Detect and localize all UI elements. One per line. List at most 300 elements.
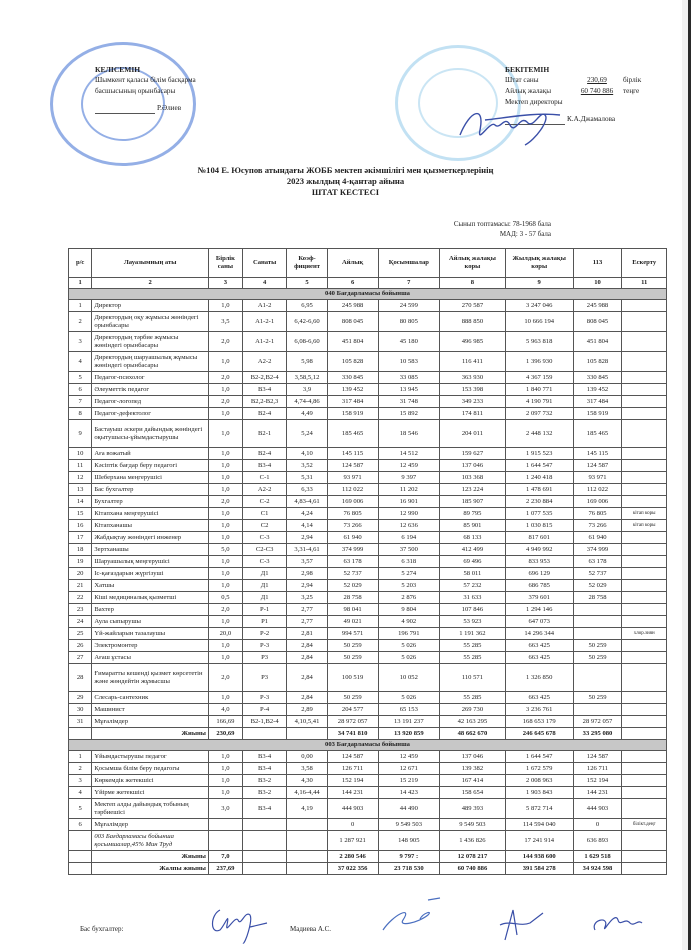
- cell-name: Директордың оқу жұмысы жөніндегі орынбасары: [92, 312, 209, 332]
- cell-annual: 4 190 791: [505, 396, 573, 408]
- cell-c113: 145 115: [573, 448, 622, 460]
- cell-name: Электромонтер: [92, 640, 209, 652]
- cell-n: 5: [69, 372, 92, 384]
- cell-c113: 63 178: [573, 556, 622, 568]
- cell-extra: 5 026: [378, 640, 439, 652]
- empty-cell: [622, 863, 667, 875]
- cell-coef: 2,81: [287, 628, 327, 640]
- cell-units: 1,0: [208, 520, 242, 532]
- cell-c113: 28 758: [573, 592, 622, 604]
- table-row: [69, 692, 667, 704]
- header-cell: р/с: [69, 249, 92, 278]
- empty-cell: [69, 851, 92, 863]
- cell-coef: 2,84: [287, 652, 327, 664]
- cell-extra: 12 459: [378, 460, 439, 472]
- total-label: Жиыны: [92, 728, 209, 740]
- table-row: [69, 312, 667, 332]
- table-row: [69, 472, 667, 484]
- header-cell: Қосымшалар: [378, 249, 439, 278]
- cell-units: 2,0: [208, 496, 242, 508]
- cell-c113: 52 737: [573, 568, 622, 580]
- cell-c113: 76 805: [573, 508, 622, 520]
- cell-extra: 9 397: [378, 472, 439, 484]
- cell-monthly: 107 846: [440, 604, 506, 616]
- cell-c113: [573, 604, 622, 616]
- cell-units: 1,0: [208, 652, 242, 664]
- cell-n: 1: [69, 751, 92, 763]
- total-annual: 246 645 678: [505, 728, 573, 740]
- title-line-3: ШТАТ КЕСТЕСІ: [311, 187, 380, 197]
- column-number: 10: [573, 278, 622, 289]
- cell-cat: Д1: [242, 580, 287, 592]
- cell-salary: 52 029: [327, 580, 378, 592]
- cell-c113: [573, 704, 622, 716]
- cell-extra: 14 423: [378, 787, 439, 799]
- cell-annual: 17 241 914: [505, 831, 573, 851]
- chief-accountant-name: Мадиева А.С.: [290, 925, 332, 933]
- cell-monthly: 496 985: [440, 332, 506, 352]
- cell-note: [622, 408, 667, 420]
- cell-n: 3: [69, 332, 92, 352]
- staff-count-row: [505, 75, 665, 86]
- table-row: [69, 396, 667, 408]
- cell-cat: А1-2-1: [242, 332, 287, 352]
- cell-name: Аула сыпырушы: [92, 616, 209, 628]
- cell-annual: 817 601: [505, 532, 573, 544]
- table-row: [69, 799, 667, 819]
- cell-note: кітап коры: [622, 508, 667, 520]
- monthly-salary-row: [505, 86, 665, 97]
- cell-n: 4: [69, 787, 92, 799]
- table-row: [69, 831, 667, 851]
- document-title: [0, 165, 691, 198]
- cell-coef: [287, 831, 327, 851]
- cell-c113: 73 266: [573, 520, 622, 532]
- cell-note: [622, 396, 667, 408]
- cell-n: 19: [69, 556, 92, 568]
- cell-extra: 18 546: [378, 420, 439, 448]
- cell-annual: 1 644 547: [505, 751, 573, 763]
- table-row: [69, 819, 667, 831]
- total-units: 237,69: [208, 863, 242, 875]
- cell-monthly: 85 901: [440, 520, 506, 532]
- cell-salary: 145 115: [327, 448, 378, 460]
- cell-coef: 6,95: [287, 300, 327, 312]
- cell-cat: В3-4: [242, 384, 287, 396]
- cell-salary: 139 452: [327, 384, 378, 396]
- cell-note: [622, 448, 667, 460]
- cell-annual: 1 240 418: [505, 472, 573, 484]
- total-c113: 34 924 598: [573, 863, 622, 875]
- cell-note: [622, 568, 667, 580]
- cell-extra: 5 026: [378, 652, 439, 664]
- table-row: [69, 384, 667, 396]
- cell-units: 166,69: [208, 716, 242, 728]
- cell-n: 26: [69, 640, 92, 652]
- cell-name: Мектеп алды дайындық тобының тәрбиешісі: [92, 799, 209, 819]
- section-header-row: [69, 740, 667, 751]
- cell-coef: 3,31-4,61: [287, 544, 327, 556]
- cell-units: 0,5: [208, 592, 242, 604]
- cell-coef: 4,83-4,61: [287, 496, 327, 508]
- cell-salary: 49 021: [327, 616, 378, 628]
- cell-c113: 374 999: [573, 544, 622, 556]
- cell-note: [622, 604, 667, 616]
- cell-n: 27: [69, 652, 92, 664]
- cell-n: 29: [69, 692, 92, 704]
- cell-n: 17: [69, 532, 92, 544]
- approved-signatory: К.А.Джамалова: [567, 115, 616, 123]
- cell-monthly: 269 730: [440, 704, 506, 716]
- section-header-row: [69, 289, 667, 300]
- header-cell: 113: [573, 249, 622, 278]
- cell-monthly: 53 923: [440, 616, 506, 628]
- cell-cat: В2,2-В2,3: [242, 396, 287, 408]
- empty-cell: [287, 851, 327, 863]
- cell-extra: 6 318: [378, 556, 439, 568]
- cell-coef: 2,94: [287, 532, 327, 544]
- cell-coef: 2,84: [287, 692, 327, 704]
- header-cell: Лауазымның аты: [92, 249, 209, 278]
- empty-cell: [69, 863, 92, 875]
- class-groups: Сынып топтамасы: 78-1968 бала: [453, 220, 551, 228]
- cell-salary: 0: [327, 819, 378, 831]
- empty-cell: [287, 863, 327, 875]
- staff-schedule-table: [68, 248, 667, 875]
- cell-c113: 124 587: [573, 751, 622, 763]
- cell-n: 4: [69, 352, 92, 372]
- header-cell: Санаты: [242, 249, 287, 278]
- cell-monthly: 58 011: [440, 568, 506, 580]
- table-row: [69, 616, 667, 628]
- cell-annual: 1 644 547: [505, 460, 573, 472]
- column-number: 6: [327, 278, 378, 289]
- table-row: [69, 332, 667, 352]
- table-row: [69, 716, 667, 728]
- cell-coef: 6,08-6,60: [287, 332, 327, 352]
- cell-coef: 3,58: [287, 763, 327, 775]
- table-row: [69, 484, 667, 496]
- cell-name: Әлеуметтік педагог: [92, 384, 209, 396]
- cell-note: [622, 544, 667, 556]
- cell-name: Педагог-психолог: [92, 372, 209, 384]
- cell-extra: 11 202: [378, 484, 439, 496]
- staff-count-label: Штат саны: [505, 76, 539, 84]
- cell-salary: 1 287 921: [327, 831, 378, 851]
- cell-salary: 808 045: [327, 312, 378, 332]
- cell-salary: 994 571: [327, 628, 378, 640]
- table-row: [69, 372, 667, 384]
- cell-coef: 3,52: [287, 460, 327, 472]
- cell-extra: 15 892: [378, 408, 439, 420]
- cell-n: 10: [69, 448, 92, 460]
- cell-units: 1,0: [208, 532, 242, 544]
- total-salary: 34 741 810: [327, 728, 378, 740]
- cell-units: 2,0: [208, 396, 242, 408]
- cell-annual: 10 666 194: [505, 312, 573, 332]
- cell-annual: 2 230 884: [505, 496, 573, 508]
- empty-cell: [242, 863, 287, 875]
- cell-coef: 4,10: [287, 448, 327, 460]
- cell-n: 11: [69, 460, 92, 472]
- cell-name: Ұйымдастырушы педагог: [92, 751, 209, 763]
- cell-units: 1,0: [208, 640, 242, 652]
- cell-note: [622, 556, 667, 568]
- cell-salary: 76 805: [327, 508, 378, 520]
- cell-coef: 4,24: [287, 508, 327, 520]
- cell-annual: 1 672 579: [505, 763, 573, 775]
- cell-note: кітап коры: [622, 520, 667, 532]
- cell-note: [622, 420, 667, 448]
- cell-cat: Р-3: [242, 640, 287, 652]
- cell-monthly: 103 368: [440, 472, 506, 484]
- cell-units: [208, 819, 242, 831]
- cell-annual: 1 840 771: [505, 384, 573, 396]
- cell-c113: 112 022: [573, 484, 622, 496]
- cell-extra: 37 500: [378, 544, 439, 556]
- cell-note: [622, 799, 667, 819]
- cell-monthly: 55 285: [440, 640, 506, 652]
- class-info: [454, 219, 551, 239]
- cell-salary: 330 845: [327, 372, 378, 384]
- cell-c113: 636 893: [573, 831, 622, 851]
- cell-monthly: 137 046: [440, 751, 506, 763]
- cell-note: [622, 460, 667, 472]
- cell-salary: 93 971: [327, 472, 378, 484]
- cell-annual: 4 367 159: [505, 372, 573, 384]
- cell-salary: 28 972 057: [327, 716, 378, 728]
- cell-coef: 0,00: [287, 751, 327, 763]
- cell-coef: 2,77: [287, 616, 327, 628]
- cell-extra: 13 191 237: [378, 716, 439, 728]
- cell-name: Вахтер: [92, 604, 209, 616]
- cell-salary: 100 519: [327, 664, 378, 692]
- cell-note: [622, 352, 667, 372]
- grand-total-row: [69, 863, 667, 875]
- cell-n: 13: [69, 484, 92, 496]
- cell-salary: 28 758: [327, 592, 378, 604]
- empty-cell: [622, 728, 667, 740]
- column-number: 5: [287, 278, 327, 289]
- cell-monthly: 167 414: [440, 775, 506, 787]
- cell-name: Бухгалтер: [92, 496, 209, 508]
- cell-extra: 15 219: [378, 775, 439, 787]
- cell-salary: 245 988: [327, 300, 378, 312]
- cell-c113: [573, 628, 622, 640]
- total-monthly: 48 662 670: [440, 728, 506, 740]
- table-row: [69, 592, 667, 604]
- cell-c113: 105 828: [573, 352, 622, 372]
- cell-coef: 3,57: [287, 556, 327, 568]
- cell-note: [622, 787, 667, 799]
- cell-annual: 114 594 040: [505, 819, 573, 831]
- cell-cat: Р3: [242, 652, 287, 664]
- cell-coef: 3,58,5,12: [287, 372, 327, 384]
- cell-cat: С-1: [242, 472, 287, 484]
- cell-annual: 2 448 132: [505, 420, 573, 448]
- cell-n: 2: [69, 312, 92, 332]
- cell-units: 1,0: [208, 448, 242, 460]
- cell-salary: 73 266: [327, 520, 378, 532]
- cell-units: 1,0: [208, 384, 242, 396]
- column-number: 2: [92, 278, 209, 289]
- cell-units: 1,0: [208, 692, 242, 704]
- cell-annual: 1 030 815: [505, 520, 573, 532]
- cell-n: 7: [69, 396, 92, 408]
- cell-name: Кітапханашы: [92, 520, 209, 532]
- cell-n: 6: [69, 384, 92, 396]
- total-units: 7,0: [208, 851, 242, 863]
- cell-annual: 686 785: [505, 580, 573, 592]
- cell-salary: 124 587: [327, 751, 378, 763]
- agreed-line-1: Шымкент қаласы білім басқарма: [95, 76, 196, 84]
- table-row: [69, 300, 667, 312]
- cell-n: 20: [69, 568, 92, 580]
- cell-units: 1,0: [208, 568, 242, 580]
- cell-coef: 4,10,5,41: [287, 716, 327, 728]
- cell-units: 2,0: [208, 372, 242, 384]
- cell-name: Үйірме жетекшісі: [92, 787, 209, 799]
- cell-coef: 2,84: [287, 664, 327, 692]
- staff-count-unit: бірлік: [623, 76, 642, 84]
- cell-n: 2: [69, 763, 92, 775]
- table-row: [69, 751, 667, 763]
- agreed-heading: КЕЛІСЕМІН: [95, 65, 141, 74]
- cell-note: [622, 312, 667, 332]
- cell-units: 1,0: [208, 420, 242, 448]
- cell-monthly: 68 133: [440, 532, 506, 544]
- cell-units: [208, 831, 242, 851]
- total-salary: 2 280 546: [327, 851, 378, 863]
- cell-cat: Д1: [242, 568, 287, 580]
- cell-extra: 80 805: [378, 312, 439, 332]
- member-signature-1-icon: [378, 895, 448, 940]
- cell-extra: 44 490: [378, 799, 439, 819]
- cell-units: 2,0: [208, 664, 242, 692]
- cell-monthly: 116 411: [440, 352, 506, 372]
- table-row: [69, 532, 667, 544]
- cell-extra: 9 549 503: [378, 819, 439, 831]
- cell-note: [622, 763, 667, 775]
- cell-cat: В3-4: [242, 763, 287, 775]
- cell-name: Педагог-дефектолог: [92, 408, 209, 420]
- cell-extra: 5 026: [378, 692, 439, 704]
- cell-c113: 185 465: [573, 420, 622, 448]
- cell-cat: С2-С3: [242, 544, 287, 556]
- cell-coef: 4,19: [287, 799, 327, 819]
- cell-c113: 52 029: [573, 580, 622, 592]
- cell-salary: 144 231: [327, 787, 378, 799]
- cell-cat: С2: [242, 520, 287, 532]
- cell-units: 2,0: [208, 604, 242, 616]
- cell-n: 12: [69, 472, 92, 484]
- cell-annual: 647 073: [505, 616, 573, 628]
- cell-units: 1,0: [208, 787, 242, 799]
- cell-salary: 317 484: [327, 396, 378, 408]
- cell-name: Мұғалімдер: [92, 819, 209, 831]
- empty-cell: [622, 851, 667, 863]
- cell-cat: В3-2: [242, 775, 287, 787]
- monthly-salary-value: 60 740 886: [580, 87, 614, 95]
- cell-coef: 4,30: [287, 775, 327, 787]
- cell-monthly: 1 436 826: [440, 831, 506, 851]
- cell-cat: Р1: [242, 616, 287, 628]
- cell-salary: 63 178: [327, 556, 378, 568]
- cell-cat: В2-1,В2-4: [242, 716, 287, 728]
- cell-extra: 5 274: [378, 568, 439, 580]
- cell-annual: 1 903 843: [505, 787, 573, 799]
- cell-note: [622, 472, 667, 484]
- cell-name: Зертханашы: [92, 544, 209, 556]
- cell-extra: 4 902: [378, 616, 439, 628]
- header-cell: Айлық жалақы коры: [440, 249, 506, 278]
- cell-c113: [573, 616, 622, 628]
- agreed-line-2: басшысының орынбасары: [95, 87, 176, 95]
- cell-c113: 158 919: [573, 408, 622, 420]
- cell-units: 3,5: [208, 312, 242, 332]
- cell-note: [622, 775, 667, 787]
- empty-cell: [287, 728, 327, 740]
- cell-name: Ағаш ұстасы: [92, 652, 209, 664]
- cell-n: 9: [69, 420, 92, 448]
- cell-monthly: 123 224: [440, 484, 506, 496]
- total-annual: 144 938 600: [505, 851, 573, 863]
- cell-annual: 4 949 992: [505, 544, 573, 556]
- cell-annual: 5 963 818: [505, 332, 573, 352]
- cell-coef: 4,49: [287, 408, 327, 420]
- cell-salary: 98 041: [327, 604, 378, 616]
- cell-n: 3: [69, 775, 92, 787]
- cell-annual: 2 097 732: [505, 408, 573, 420]
- cell-annual: 1 915 523: [505, 448, 573, 460]
- cell-monthly: 888 850: [440, 312, 506, 332]
- cell-name: Хатшы: [92, 580, 209, 592]
- cell-cat: А1-2: [242, 300, 287, 312]
- cell-salary: 374 999: [327, 544, 378, 556]
- cell-extra: 12 459: [378, 751, 439, 763]
- column-number: 4: [242, 278, 287, 289]
- cell-extra: 65 153: [378, 704, 439, 716]
- table-row: [69, 628, 667, 640]
- cell-name: 003 Бағдарламасы бойынша қосымшалар,45% Мин Труд: [92, 831, 209, 851]
- cell-monthly: 158 654: [440, 787, 506, 799]
- cell-monthly: 489 393: [440, 799, 506, 819]
- cell-monthly: 139 382: [440, 763, 506, 775]
- cell-n: 22: [69, 592, 92, 604]
- cell-salary: 126 711: [327, 763, 378, 775]
- cell-units: 20,0: [208, 628, 242, 640]
- table-header-row: [69, 249, 667, 278]
- cell-name: Мұғалімдер: [92, 716, 209, 728]
- cell-c113: 126 711: [573, 763, 622, 775]
- cell-monthly: 110 571: [440, 664, 506, 692]
- cell-n: 6: [69, 819, 92, 831]
- cell-coef: [287, 819, 327, 831]
- cell-salary: 52 737: [327, 568, 378, 580]
- table-row: [69, 664, 667, 692]
- cell-monthly: 69 496: [440, 556, 506, 568]
- section-title: 003 Бағдарламасы бойынша: [69, 740, 667, 751]
- cell-cat: В2-4: [242, 448, 287, 460]
- cell-coef: 4,14: [287, 520, 327, 532]
- cell-cat: В3-4: [242, 751, 287, 763]
- column-number: 7: [378, 278, 439, 289]
- cell-note: [622, 300, 667, 312]
- cell-salary: 169 006: [327, 496, 378, 508]
- table-row: [69, 520, 667, 532]
- cell-name: Ғимаратты кешенді қызмет көрсететін және жөндейтін жұмысшы: [92, 664, 209, 692]
- table-row: [69, 775, 667, 787]
